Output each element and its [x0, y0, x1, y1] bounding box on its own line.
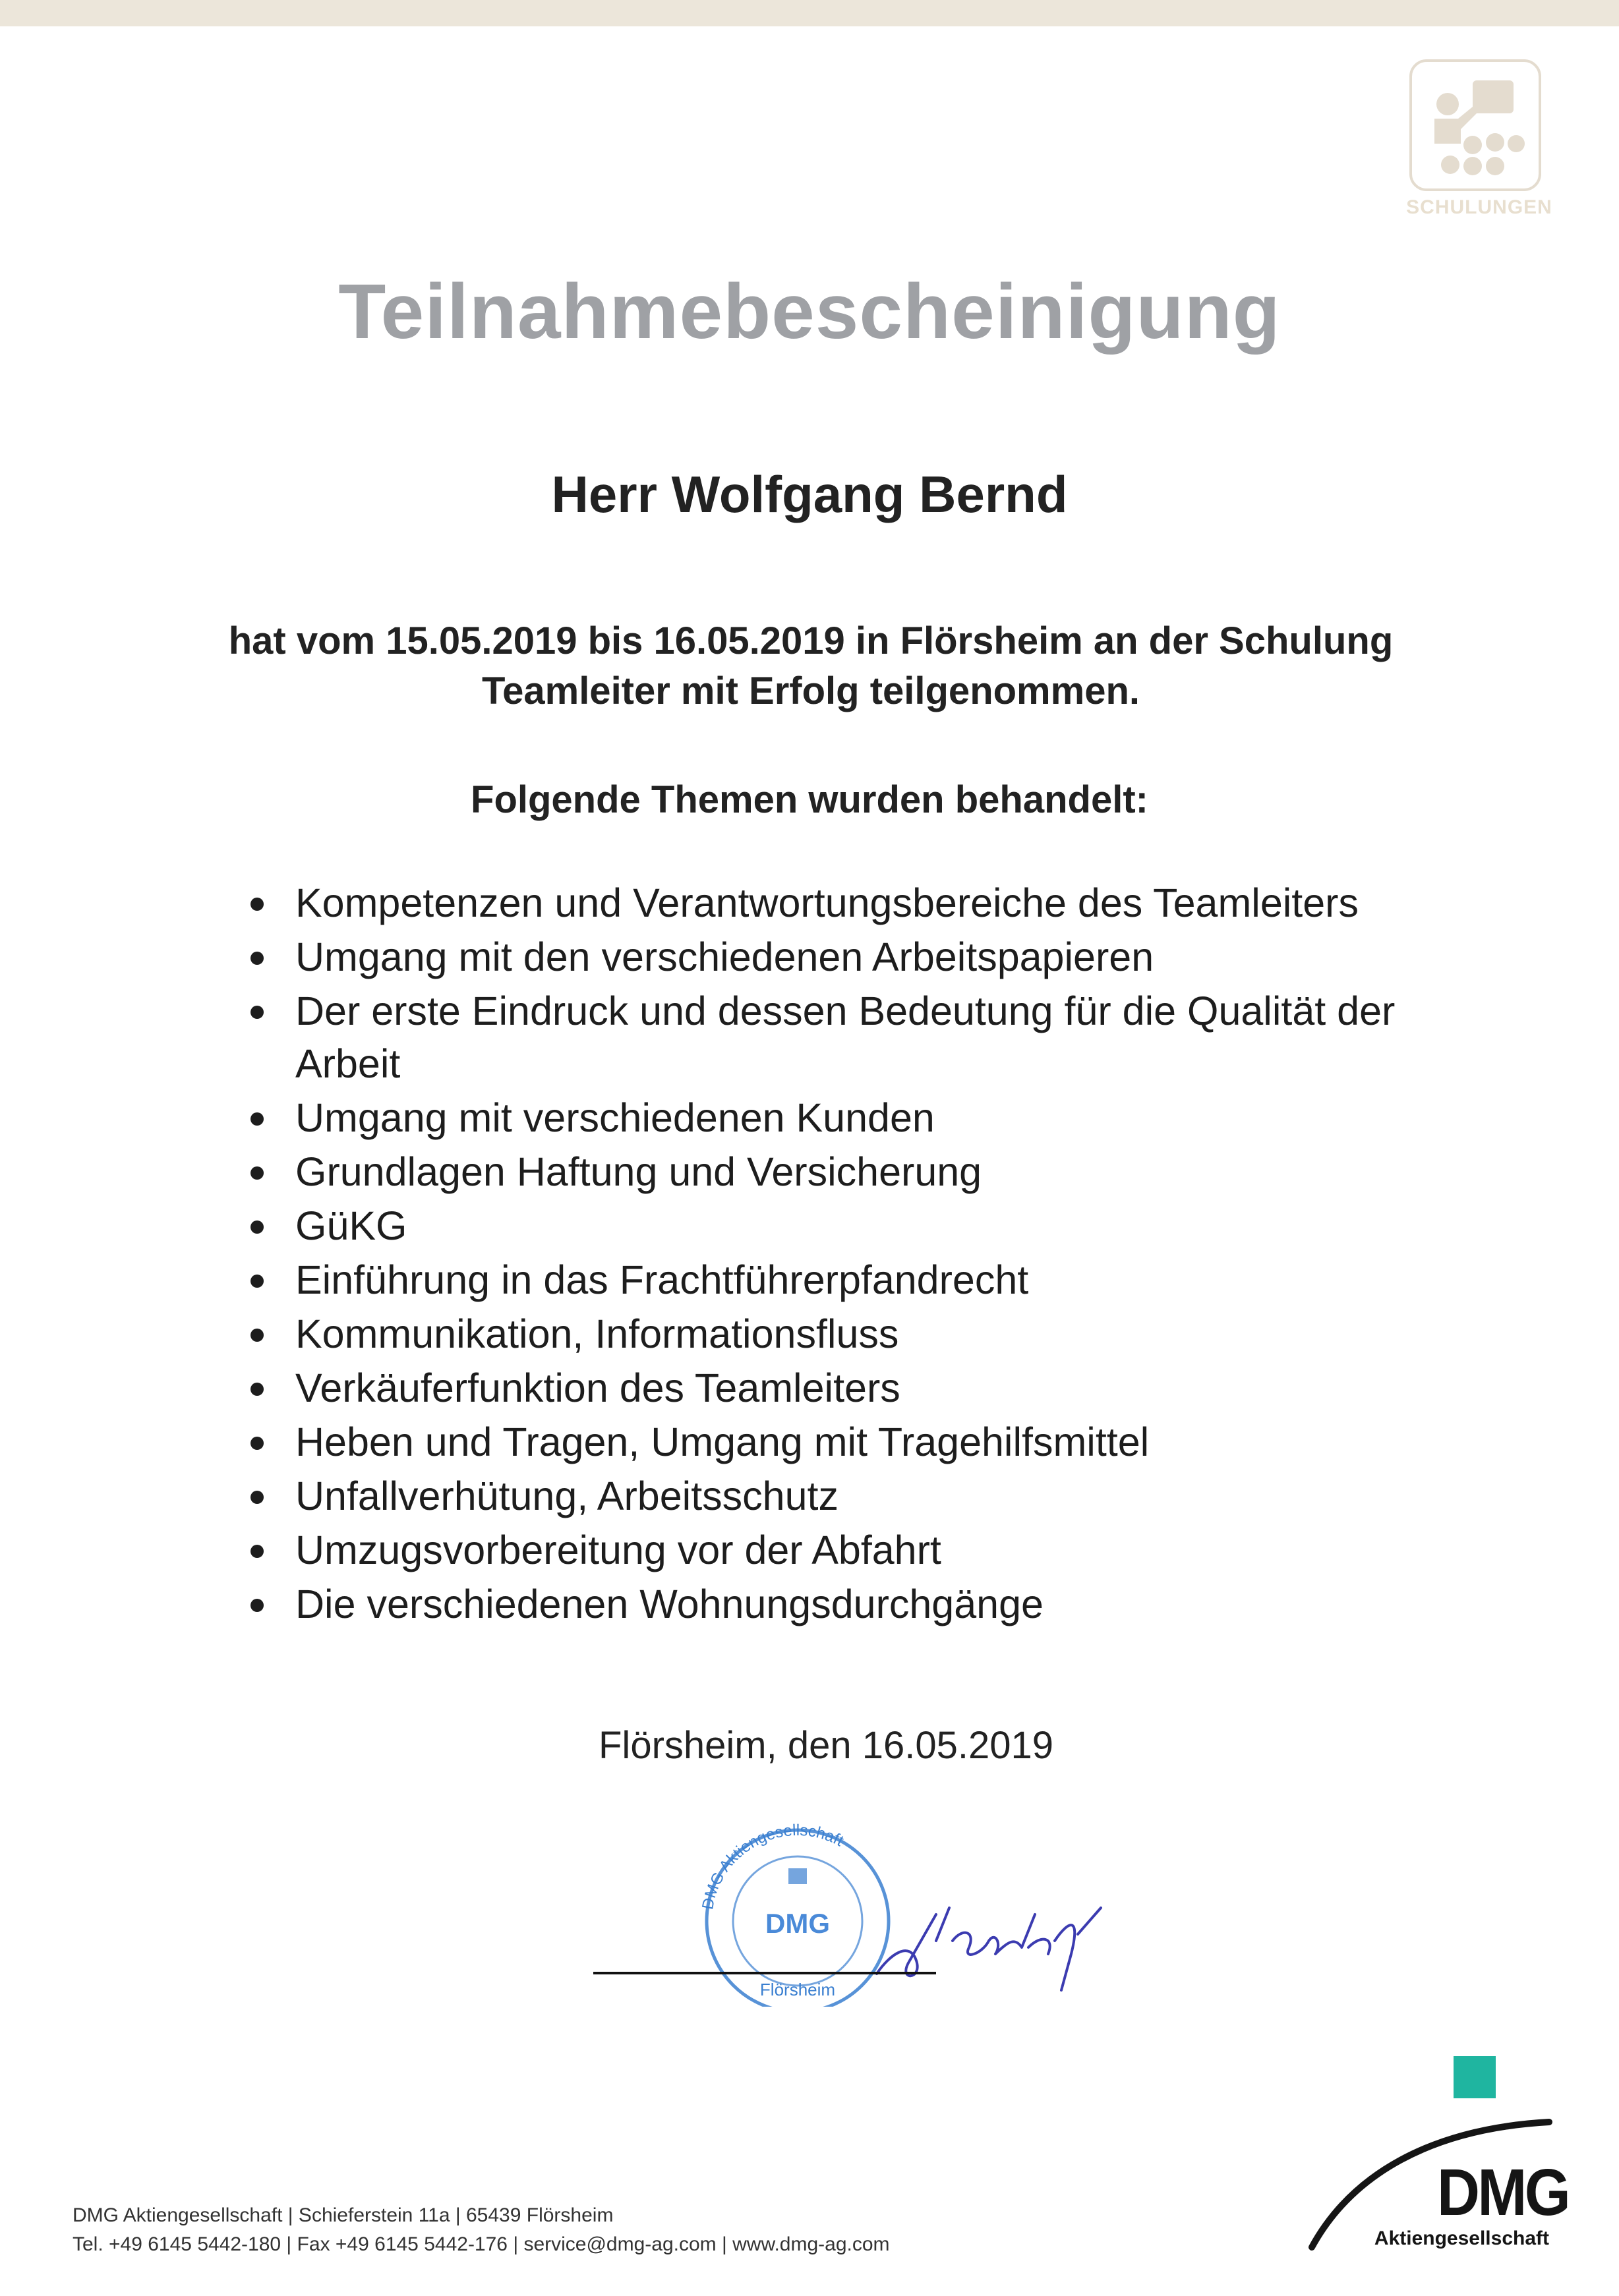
- topic-text: Die verschiedenen Wohnungsdurchgänge: [295, 1582, 1044, 1626]
- topic-text: Kommunikation, Informationsfluss: [295, 1311, 899, 1356]
- topic-text: Umgang mit den verschiedenen Arbeitspapieren: [295, 934, 1154, 979]
- bullet-icon: [250, 1545, 264, 1558]
- schulungen-label: SCHULUNGEN: [1406, 196, 1552, 218]
- bullet-icon: [250, 1437, 264, 1450]
- schulungen-logo: [1403, 59, 1556, 224]
- schulungen-logo-box: [1409, 59, 1541, 191]
- topic-text: GüKG: [295, 1203, 407, 1248]
- topics-heading: Folgende Themen wurden behandelt:: [471, 778, 1148, 821]
- topic-item: [250, 931, 1503, 983]
- footer-address: DMG Aktiengesellschaft | Schieferstein 11a | 65439 Flörsheim: [73, 2204, 614, 2226]
- topic-item: [250, 985, 1503, 1090]
- place-and-date: Flörsheim, den 16.05.2019: [599, 1724, 1053, 1767]
- dmg-wordmark: DMG: [1437, 2156, 1569, 2229]
- bullet-icon: [250, 1491, 264, 1504]
- bullet-icon: [250, 898, 264, 911]
- topic-item: [250, 1362, 1503, 1414]
- footer: [73, 2201, 890, 2259]
- bullet-icon: [250, 1599, 264, 1612]
- company-stamp: [580, 1809, 1121, 2007]
- stamp-center-text: DMG: [765, 1908, 830, 1939]
- topic-item: [250, 1524, 1503, 1576]
- topic-item: [250, 1091, 1503, 1144]
- bullet-icon: [250, 952, 264, 965]
- topic-text: Der erste Eindruck und dessen Bedeutung für die Qualität der Arbeit: [295, 989, 1396, 1086]
- topic-text: Kompetenzen und Verantwortungsbereiche des Teamleiters: [295, 880, 1359, 925]
- topic-text: Einführung in das Frachtführerpfandrecht: [295, 1257, 1029, 1302]
- topic-text: Umzugsvorbereitung vor der Abfahrt: [295, 1528, 941, 1572]
- topic-text: Grundlagen Haftung und Versicherung: [295, 1149, 982, 1194]
- scan-edge-strip: [0, 0, 1619, 26]
- bullet-icon: [250, 1383, 264, 1396]
- bullet-icon: [250, 1112, 264, 1126]
- topic-text: Heben und Tragen, Umgang mit Tragehilfsmittel: [295, 1420, 1150, 1464]
- topic-item: [250, 876, 1503, 929]
- topic-text: Umgang mit verschiedenen Kunden: [295, 1095, 935, 1140]
- topic-text: Unfallverhütung, Arbeitsschutz: [295, 1474, 839, 1518]
- topic-item: [250, 1199, 1503, 1252]
- footer-contact: Tel. +49 6145 5442-180 | Fax +49 6145 5442-176 | service@dmg-ag.com | www.dmg-ag.com: [73, 2233, 890, 2255]
- topic-item: [250, 1578, 1503, 1630]
- topics-list: [250, 876, 1503, 1632]
- topic-item: [250, 1416, 1503, 1468]
- topic-item: [250, 1470, 1503, 1522]
- bullet-icon: [250, 1006, 264, 1019]
- bullet-icon: [250, 1166, 264, 1180]
- stamp-arc-text: DMG Aktiengesellschaft: [699, 1821, 847, 1911]
- dmg-subtitle: Aktiengesellschaft: [1374, 2227, 1549, 2249]
- dmg-logo: [1305, 2056, 1569, 2254]
- stamp-bottom-text: Flörsheim: [759, 1980, 836, 1999]
- statement-line-1: hat vom 15.05.2019 bis 16.05.2019 in Flörsheim an der Schulung: [228, 619, 1394, 662]
- signature-line: [593, 1972, 936, 1974]
- topic-text: Verkäuferfunktion des Teamleiters: [295, 1365, 900, 1410]
- bullet-icon: [250, 1220, 264, 1234]
- handwritten-signature: [877, 1908, 1101, 1990]
- document-title: Teilnahmebescheinigung: [338, 268, 1281, 355]
- participant-name: Herr Wolfgang Bernd: [551, 465, 1068, 523]
- topic-item: [250, 1253, 1503, 1306]
- training-presenter-icon: [1421, 71, 1529, 179]
- bullet-icon: [250, 1329, 264, 1342]
- topic-item: [250, 1145, 1503, 1198]
- statement-line-2: Teamleiter mit Erfolg teilgenommen.: [481, 670, 1140, 712]
- topic-item: [250, 1307, 1503, 1360]
- bullet-icon: [250, 1275, 264, 1288]
- signature-area: [580, 1809, 1121, 2007]
- attendance-statement: [198, 616, 1424, 716]
